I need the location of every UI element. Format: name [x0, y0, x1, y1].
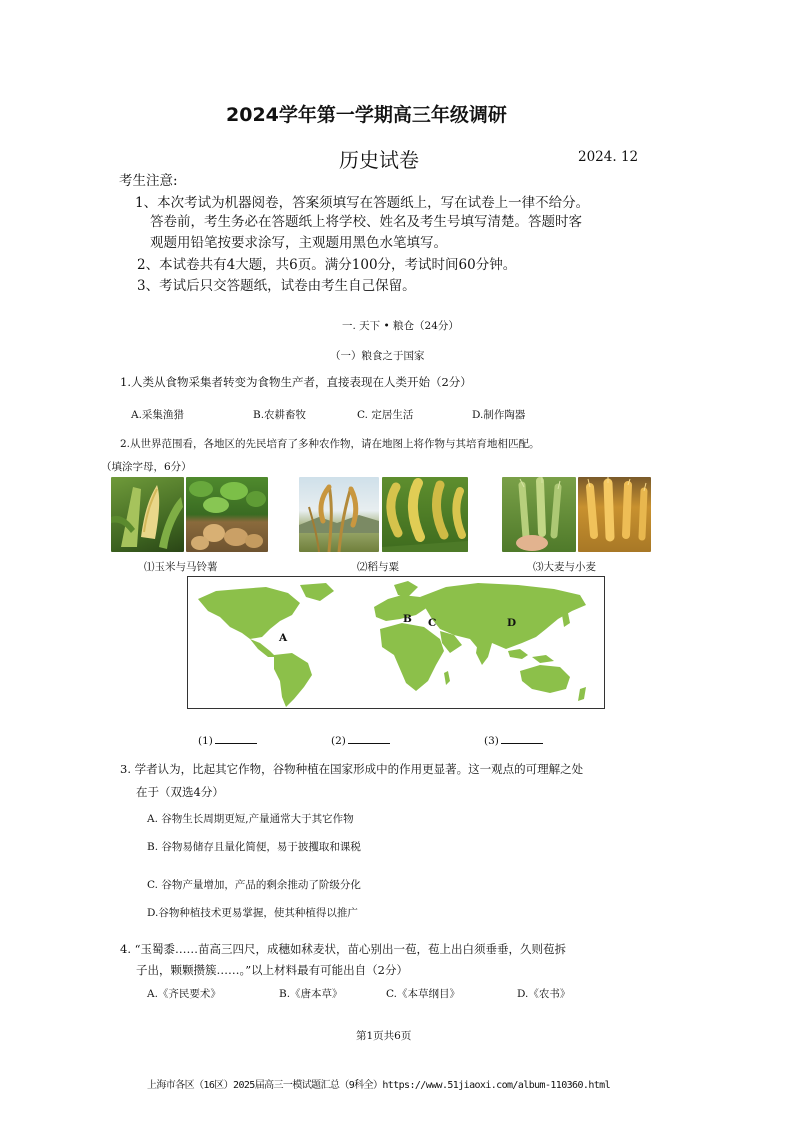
source-footer: 上海市各区（16区）2025届高三一模试题汇总（9科全）https://www.51jiaoxi.com/album-110360.html [147, 1080, 611, 1091]
blank-label-2: (2) [331, 735, 346, 747]
millet-photo [382, 477, 468, 552]
answer-blank-2[interactable] [331, 735, 390, 747]
map-label-d: D [507, 617, 517, 629]
q1-option-c: C. 定居生活 [357, 409, 414, 421]
exam-subtitle: 历史试卷 [339, 148, 419, 172]
q4-stem-continued: 子出，颗颗攒簇……。”以上材料最有可能出自（2分） [136, 963, 408, 977]
caption-corn-potato: ⑴玉米与马铃薯 [144, 561, 218, 573]
blank-label-3: (3) [484, 735, 499, 747]
notice-line: 2、本试卷共有4大题，共6页。满分100分，考试时间60分钟。 [137, 257, 517, 273]
q1-option-b: B.农耕畜牧 [253, 409, 307, 421]
exam-date: 2024. 12 [578, 149, 639, 165]
corn-photo [111, 477, 184, 552]
map-label-b: B [403, 613, 412, 625]
q2-stem: 2.从世界范围看，各地区的先民培育了多种农作物，请在地图上将作物与其培育地相匹配。 [120, 438, 540, 450]
blank-line [501, 742, 543, 744]
rice-photo [299, 477, 379, 552]
notice-heading: 考生注意: [119, 173, 178, 189]
wheat-photo [578, 477, 651, 552]
notice-line: 观题用铅笔按要求涂写，主观题用黑色水笔填写。 [150, 235, 447, 251]
page-number: 第1页共6页 [356, 1030, 412, 1042]
world-map-drawing [188, 577, 604, 708]
blank-line [348, 742, 390, 744]
notice-line: 3、考试后只交答题纸，试卷由考生自己保留。 [137, 278, 416, 294]
q3-option-d: D.谷物种植技术更易掌握，使其种植得以推广 [147, 907, 358, 919]
q4-option-d: D.《农书》 [517, 988, 571, 1000]
notice-line: 答卷前，考生务必在答题纸上将学校、姓名及考生号填写清楚。答题时客 [150, 214, 582, 230]
potato-photo [186, 477, 268, 552]
q4-option-b: B.《唐本草》 [279, 988, 343, 1000]
q4-option-a: A.《齐民要术》 [147, 988, 221, 1000]
blank-label-1: (1) [198, 735, 213, 747]
notice-line: 1、本次考试为机器阅卷，答案须填写在答题纸上，写在试卷上一律不给分。 [135, 195, 590, 211]
q3-option-c: C. 谷物产量增加，产品的剩余推动了阶级分化 [147, 879, 361, 891]
blank-line [215, 742, 257, 744]
barley-photo [502, 477, 576, 552]
q2-note: （填涂字母，6分） [101, 461, 192, 473]
map-label-a: A [279, 632, 288, 644]
q3-stem: 3. 学者认为，比起其它作物，谷物种植在国家形成中的作用更显著。这一观点的可理解之处 [120, 762, 584, 776]
q1-option-a: A.采集渔猎 [131, 409, 184, 421]
section-title: 一. 天下 • 粮仓（24分） [342, 320, 459, 332]
q3-option-a: A. 谷物生长周期更短,产量通常大于其它作物 [147, 813, 354, 825]
q1-option-d: D.制作陶器 [472, 409, 526, 421]
q3-stem-continued: 在于（双选4分） [136, 785, 224, 799]
world-map [187, 576, 605, 709]
q3-option-b: B. 谷物易储存且量化简便，易于披攫取和课税 [147, 841, 361, 853]
q4-option-c: C.《本草纲目》 [386, 988, 460, 1000]
caption-rice-millet: ⑵稻与粟 [357, 561, 399, 573]
q1-stem: 1.人类从食物采集者转变为食物生产者，直接表现在人类开始（2分） [120, 375, 472, 389]
q4-stem: 4. “玉蜀黍……苗高三四尺，成穗如秫麦状，苗心别出一苞，苞上出白须垂垂，久则苞拆 [120, 942, 567, 956]
caption-barley-wheat: ⑶大麦与小麦 [533, 561, 596, 573]
answer-blank-1[interactable] [198, 735, 257, 747]
section-subtitle: （一）粮食之于国家 [330, 350, 425, 362]
exam-title: 2024学年第一学期高三年级调研 [226, 104, 507, 126]
map-label-c: C [428, 617, 437, 629]
answer-blank-3[interactable] [484, 735, 543, 747]
